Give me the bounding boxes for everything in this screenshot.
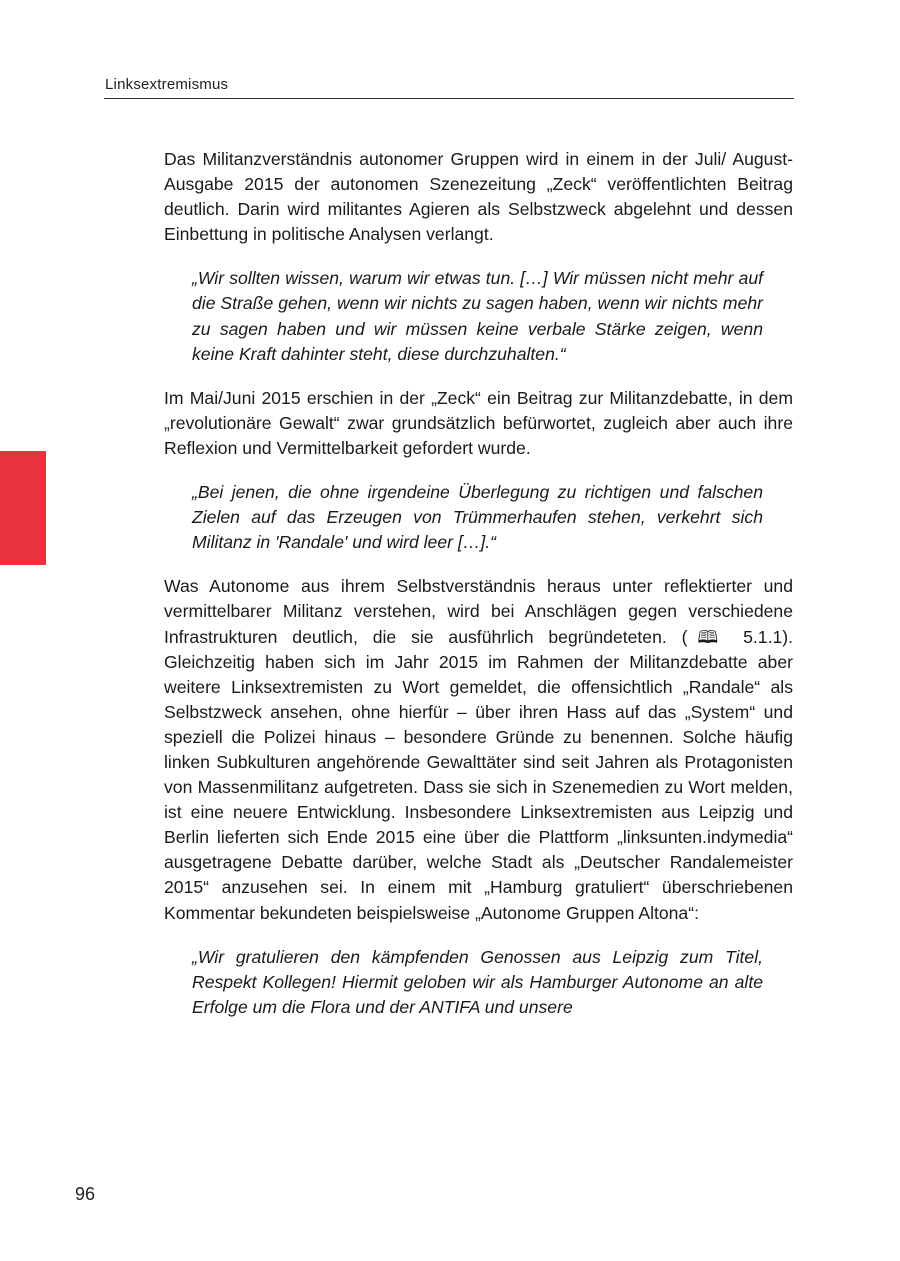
header-rule [104,98,794,99]
book-reference-icon: 🕮 [687,626,729,647]
paragraph-part-1: Was Autonome aus ihrem Selbstverständnis heraus unter reflektierter und vermittelbarer Militanz verstehen, wird bei Anschlägen gegen verschiedene Infrastrukturen deutlich, die sie ausführlich begründeteten. ( [164,576,793,647]
page-body [164,147,793,1020]
running-header: Linksextremismus [105,76,229,93]
page-number: 96 [75,1184,96,1204]
paragraph-mai-juni: Im Mai/Juni 2015 erschien in der „Zeck“ ein Beitrag zur Militanzdebatte, in dem „revolutionäre Gewalt“ zwar grundsätzlich befürwortet, zugleich aber auch ihre Reflexion und Vermittelbarkeit gefordert wurde. [164,387,793,458]
quote-zeck-mai-juni: „Bei jenen, die ohne irgendeine Überlegung zu richtigen und falschen Zielen auf das Erzeugen von Trümmerhaufen stehen, verkehrt sich Militanz in 'Randale' und wird leer […].“ [192,482,763,553]
paragraph-part-2: 5.1.1). Gleichzeitig haben sich im Jahr 2015 im Rahmen der Militanzdebatte aber weitere Linksextremisten zu Wort gemeldet, die offensichtlich „Randale“ als Selbstzweck ansehen, ohne hierfür – über ihren Hass auf das „System“ und speziell die Polizei hinaus – besondere Gründe zu benennen. Solche häufig linken Subkulturen angehörende Gewalttäter sind seit Jahren als Protagonisten von Massenmilitanz aufgetreten. Dass sie sich in Szenemedien zu Wort melden, ist eine neuere Entwicklung. Insbesondere Linksextremisten aus Leipzig und Berlin lieferten sich Ende 2015 eine über die Plattform „linksunten.indymedia“ ausgetragene Debatte darüber, welche Stadt als „Deutscher Randalemeister 2015“ anzusehen sei. In einem mit „Hamburg gratuliert“ überschriebenen Kommentar bekundeten beispielsweise „Autonome Gruppen Altona“: [164,626,793,923]
quote-hamburg-gratuliert: „Wir gratulieren den kämpfenden Genossen aus Leipzig zum Titel, Respekt Kollegen! Hiermit geloben wir als Hamburger Autonome an alte Erfolge um die Flora und der ANTIFA und unsere [192,946,763,1017]
quote-zeck-juli-august: „Wir sollten wissen, warum wir etwas tun. […] Wir müssen nicht mehr auf die Straße gehen, wenn wir nichts zu sagen haben, wenn wir nichts mehr zu sagen haben und wir müssen keine verbale Stärke zeigen, wenn keine Kraft dahinter steht, diese durchzuhalten.“ [192,268,763,364]
paragraph-militanzverstaendnis: Das Militanzverständnis autonomer Gruppen wird in einem in der Juli/ August-Ausgabe 2015 der autonomen Szenezeitung „Zeck“ veröffentlichten Beitrag deutlich. Darin wird militantes Agieren als Selbstzweck abgelehnt und dessen Einbettung in politische Analysen verlangt. [164,149,793,245]
chapter-tab-marker [0,451,46,565]
paragraph-autonome-randale [164,574,793,925]
